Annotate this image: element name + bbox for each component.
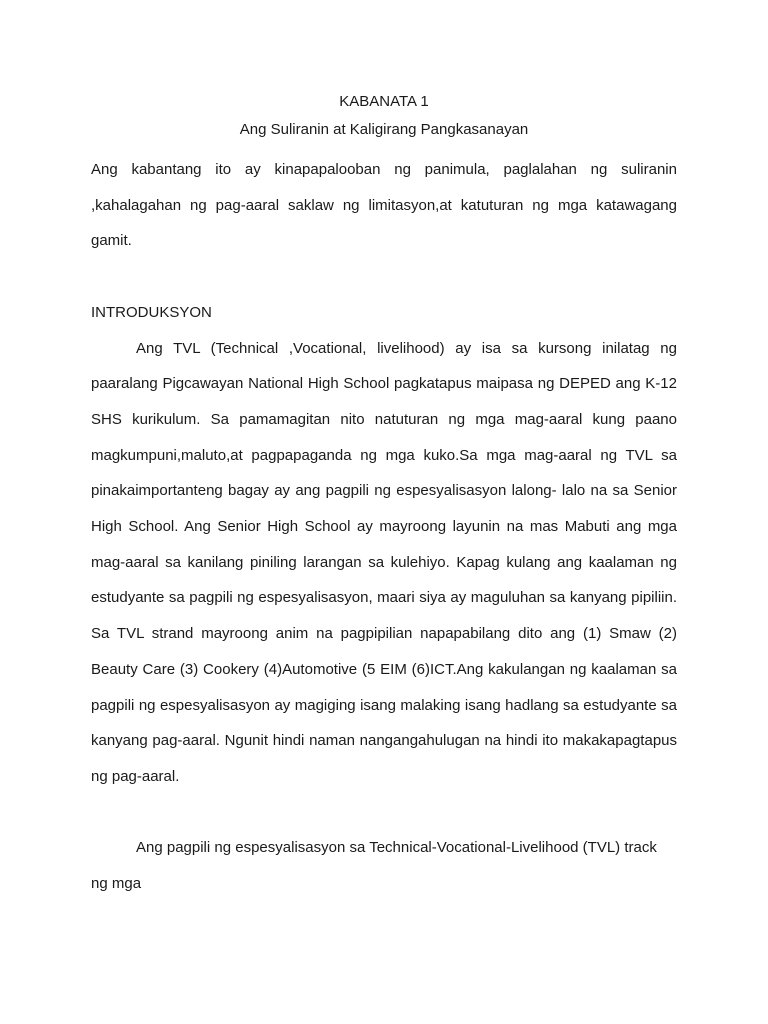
chapter-title: KABANATA 1 (339, 93, 429, 110)
body-paragraph: Ang TVL (Technical ,Vocational, livelihood) ay isa sa kursong inilatag ng paaralang Pigcawayan National High School pagkatapus maipasa ng DEPED ang K-12 SHS kurikulum. Sa pamamagitan nito natuturan ng mga mag-aaral kung paano magkumpuni,maluto,at pagpapaganda ng mga kuko.Sa mga mag-aaral ng TVL sa pinakaimportanteng bagay ay ang pagpili ng espesyalisasyon lalong- lalo na sa Senior High School. Ang Senior High School ay mayroong layunin na mas Mabuti ang mga mag-aaral sa kanilang piniling larangan sa kulehiyo. Kapag kulang ang kaalaman ng estudyante sa pagpili ng espesyalisasyon, maari siya ay maguluhan sa kanyang pipiliin. Sa TVL strand mayroong anim na pagpipilian napapabilang dito ang (1) Smaw (2) Beauty Care (3) Cookery (4)Automotive (5 EIM (6)ICT.Ang kakulangan ng kaalaman sa pagpili ng espesyalisasyon ay magiging isang malaking isang hadlang sa estudyante sa kanyang pag-aaral. Ngunit hindi naman nangangahulugan na hindi ito makakapagtapus ng pag-aaral. (91, 339, 677, 785)
closing-paragraph: Ang pagpili ng espesyalisasyon sa Technical-Vocational-Livelihood (TVL) track ng mga (91, 839, 657, 893)
spacer (91, 259, 677, 295)
spacer (91, 795, 677, 831)
intro-paragraph: Ang kabantang ito ay kinapapalooban ng panimula, paglalahan ng suliranin ,kahalagahan ng pag-aaral saklaw ng limitasyon,at katuturan ng mga katawagang gamit. (91, 161, 677, 250)
chapter-subtitle: Ang Suliranin at Kaligirang Pangkasanayan (239, 121, 529, 138)
section-heading: INTRODUKSYON (91, 303, 212, 321)
document-body (91, 88, 677, 902)
